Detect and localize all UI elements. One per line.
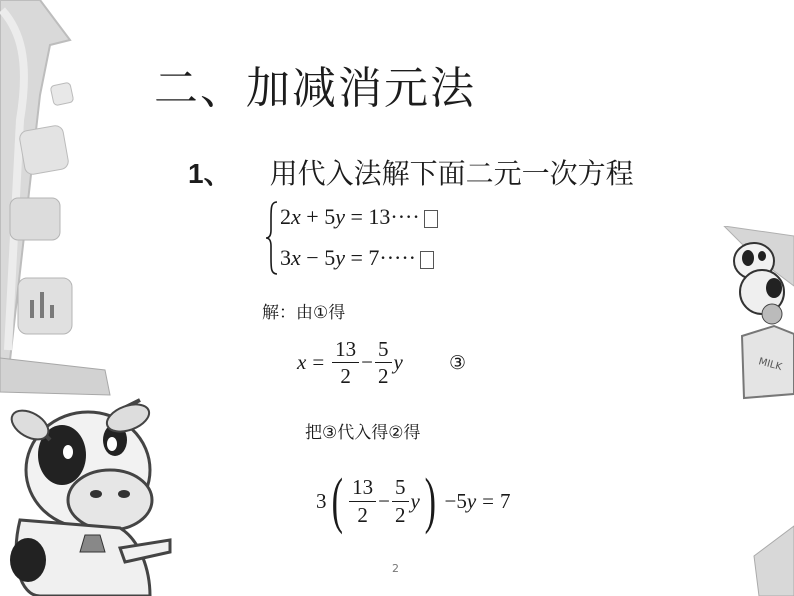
equation-2 [280, 245, 434, 271]
expr2-equals: = [482, 488, 494, 513]
eq2-var-x: x [291, 245, 301, 270]
expr2-y2: y [466, 488, 477, 513]
svg-text:MILK: MILK [757, 356, 783, 374]
expr2-f2-denominator: 2 [395, 502, 406, 527]
expr2-fraction-2 [392, 476, 409, 525]
expr2-coef: 3 [316, 488, 327, 513]
problem-heading [188, 152, 634, 192]
expr1-fraction-2 [375, 338, 392, 387]
problem-text: 用代入法解下面二元一次方程 [269, 157, 634, 190]
cow-muzzle [68, 470, 152, 530]
expr2-fraction-1 [349, 476, 376, 525]
expression-substituted [316, 467, 511, 535]
eq2-label-box [420, 251, 434, 269]
expr1-minus: − [361, 350, 374, 375]
eq2-minus: − [306, 245, 319, 270]
eq1-coef-x: 2 [280, 204, 291, 229]
expr2-f1-denominator: 2 [357, 502, 368, 527]
eq2-rhs: 7 [368, 245, 380, 270]
right-paren: ) [424, 467, 436, 535]
right-decoration [714, 226, 794, 596]
expr2-y: y [410, 488, 420, 513]
eq1-rhs: 13 [368, 204, 391, 229]
eq1-plus: + [306, 204, 319, 229]
expression-x [297, 338, 403, 387]
eq2-equals: = [350, 245, 363, 270]
equation-1 [280, 204, 438, 230]
left-paren: ( [331, 467, 343, 535]
eq1-label-box [424, 210, 438, 228]
eq1-var-y: y [335, 204, 345, 229]
block-small-1 [50, 82, 74, 106]
expr2-minus: − [378, 488, 390, 513]
expr1-y: y [393, 350, 403, 375]
system-brace [265, 200, 279, 276]
equation-ref-3: ③ [449, 353, 467, 374]
slide-title: 二、加减消元法 [154, 63, 476, 114]
expr1-f1-numerator: 13 [332, 338, 359, 363]
expr1-fraction-1 [332, 338, 359, 387]
page-number: 2 [392, 562, 399, 575]
problem-number: 1、 [188, 158, 232, 189]
eq1-dots: ···· [390, 204, 420, 229]
expr2-f1-numerator: 13 [349, 476, 376, 501]
eq1-var-x: x [291, 204, 301, 229]
expr1-f2-denominator: 2 [378, 364, 389, 389]
substitution-label: 把③代入得②得 [305, 423, 421, 443]
block-4 [18, 278, 72, 334]
expr2-rhs: 7 [500, 488, 511, 513]
expr2-tail: −5 [444, 488, 467, 513]
bottom-arrow [754, 526, 794, 596]
expr1-f1-denominator: 2 [340, 364, 351, 389]
expr1-x: x [297, 350, 307, 375]
eq2-var-y: y [335, 245, 345, 270]
cow-bell [80, 535, 105, 552]
eq1-coef-y: 5 [324, 204, 336, 229]
block-2 [19, 125, 70, 176]
expr1-equals: = [312, 350, 325, 375]
expr2-f2-numerator: 5 [392, 476, 409, 501]
eq2-coef-x: 3 [280, 245, 291, 270]
block-3 [10, 198, 60, 240]
eq1-equals: = [350, 204, 363, 229]
eq2-dots: ····· [379, 245, 417, 270]
eq2-coef-y: 5 [324, 245, 336, 270]
expr1-f2-numerator: 5 [375, 338, 392, 363]
solution-label: 解：由①得 [262, 303, 346, 323]
